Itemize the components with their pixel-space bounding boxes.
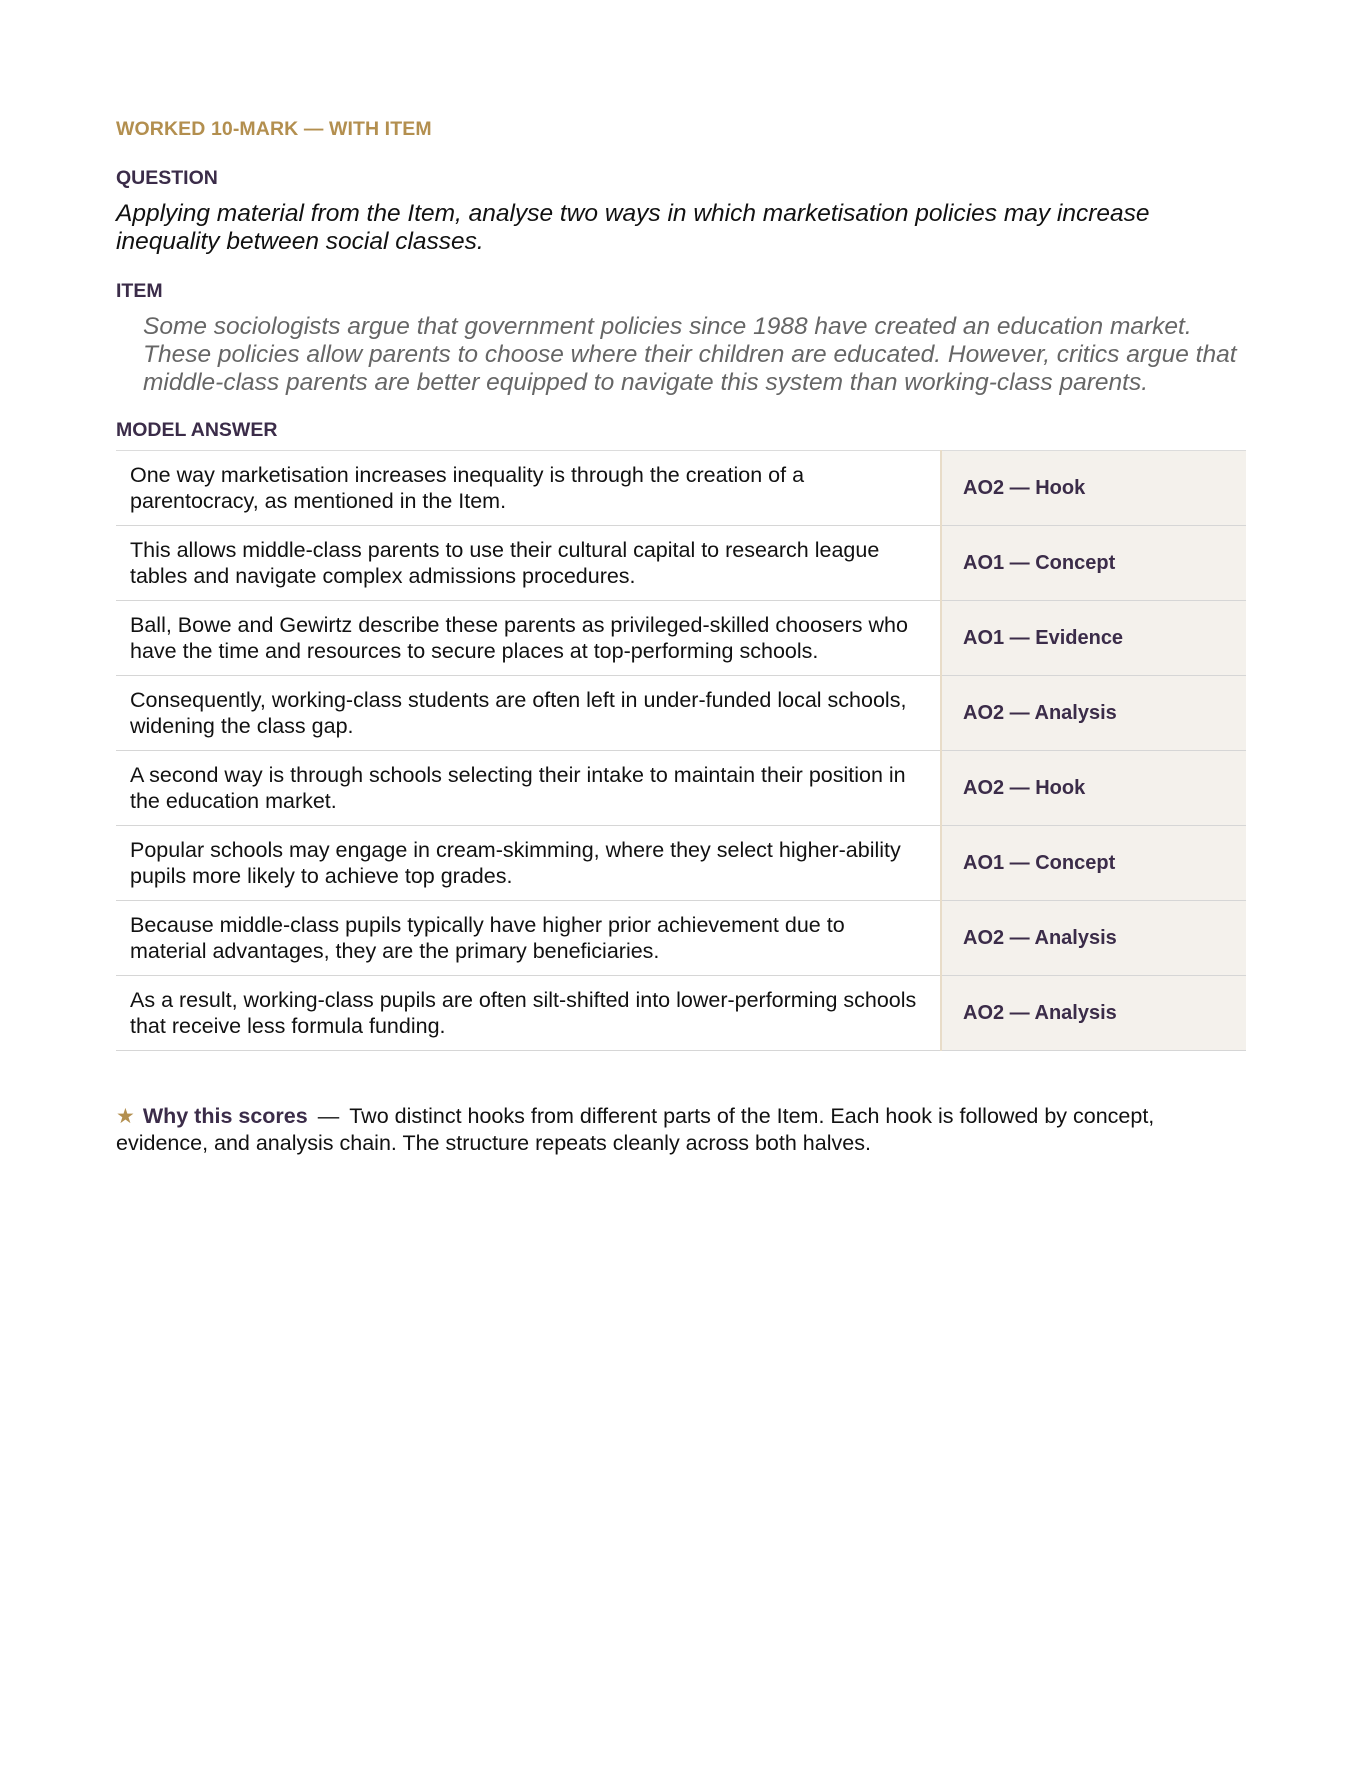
why-this-scores-note xyxy=(116,1103,1246,1157)
item-label: ITEM xyxy=(116,280,163,302)
table-row xyxy=(116,826,1246,901)
table-row xyxy=(116,676,1246,751)
answer-sentence: As a result, working-class pupils are often silt-shifted into lower-performing schools that receive less formula funding. xyxy=(116,976,941,1051)
answer-sentence: Popular schools may engage in cream-skimming, where they select higher-ability pupils more likely to achieve top grades. xyxy=(116,826,941,901)
table-row xyxy=(116,451,1246,526)
table-row xyxy=(116,976,1246,1051)
assessment-tag: AO1 — Concept xyxy=(941,526,1246,601)
table-row xyxy=(116,601,1246,676)
question-text: Applying material from the Item, analyse two ways in which marketisation policies may increase inequality between social classes. xyxy=(116,200,1150,255)
assessment-tag: AO2 — Analysis xyxy=(941,901,1246,976)
assessment-tag: AO2 — Analysis xyxy=(941,976,1246,1051)
why-text: Two distinct hooks from different parts of the Item. Each hook is followed by concept, evidence, and analysis chain. The structure repeats cleanly across both halves. xyxy=(116,1104,1155,1155)
table-row xyxy=(116,526,1246,601)
why-dash: — xyxy=(317,1104,340,1128)
table-row xyxy=(116,751,1246,826)
answer-sentence: Ball, Bowe and Gewirtz describe these parents as privileged-skilled choosers who have the time and resources to secure places at top-performing schools. xyxy=(116,601,941,676)
answer-sentence: One way marketisation increases inequality is through the creation of a parentocracy, as mentioned in the Item. xyxy=(116,451,941,526)
table-row xyxy=(116,901,1246,976)
assessment-tag: AO2 — Hook xyxy=(941,451,1246,526)
assessment-tag: AO1 — Evidence xyxy=(941,601,1246,676)
model-answer-label: MODEL ANSWER xyxy=(116,419,278,441)
question-label: QUESTION xyxy=(116,167,218,189)
assessment-tag: AO2 — Analysis xyxy=(941,676,1246,751)
assessment-tag: AO1 — Concept xyxy=(941,826,1246,901)
section-kicker: WORKED 10-MARK — WITH ITEM xyxy=(116,118,432,140)
star-icon: ★ xyxy=(116,1105,135,1128)
item-text: Some sociologists argue that government policies since 1988 have created an education market. These policies allow parents to choose where their children are educated. However, critics argue that middle-class parents are better equipped to navigate this system than working-class parents. xyxy=(143,313,1237,396)
answer-sentence: Because middle-class pupils typically have higher prior achievement due to material advantages, they are the primary beneficiaries. xyxy=(116,901,941,976)
assessment-tag: AO2 — Hook xyxy=(941,751,1246,826)
why-title: Why this scores xyxy=(142,1104,308,1128)
worked-example-page xyxy=(116,118,1246,1157)
answer-sentence: Consequently, working-class students are often left in under-funded local schools, widening the class gap. xyxy=(116,676,941,751)
answer-sentence: A second way is through schools selecting their intake to maintain their position in the education market. xyxy=(116,751,941,826)
answer-sentence: This allows middle-class parents to use their cultural capital to research league tables and navigate complex admissions procedures. xyxy=(116,526,941,601)
model-answer-table xyxy=(116,450,1246,1051)
